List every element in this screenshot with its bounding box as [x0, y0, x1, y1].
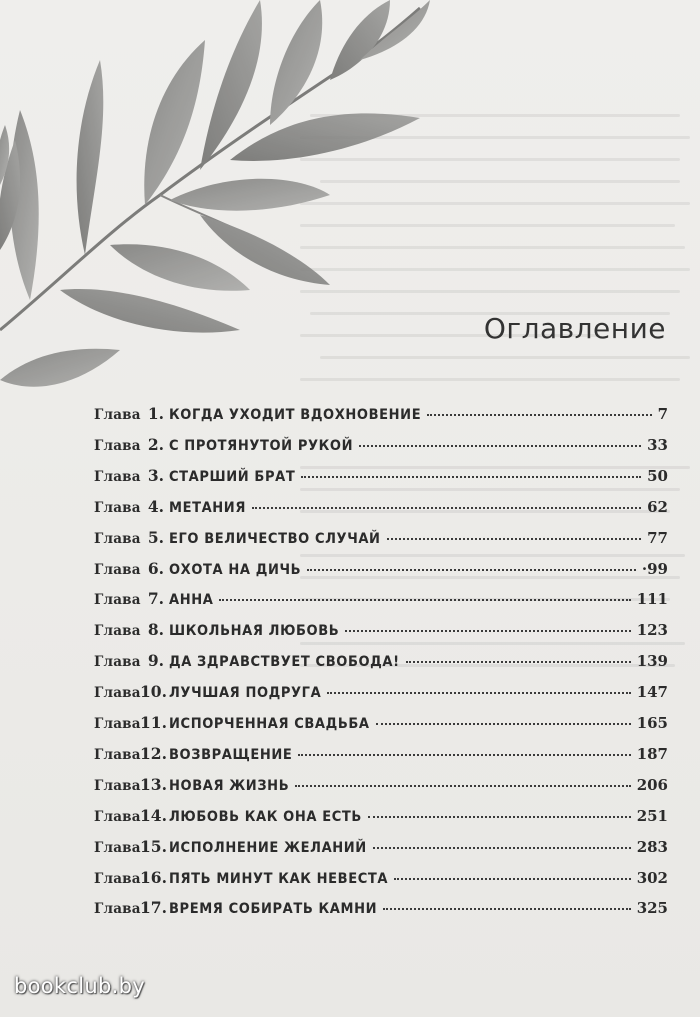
- toc-row: [94, 744, 668, 768]
- dot-leader: [219, 598, 630, 601]
- toc-row: [94, 404, 668, 428]
- watermark: bookclub.by: [14, 974, 145, 998]
- chapter-title: ПЯТЬ МИНУТ КАК НЕВЕСТА: [169, 870, 389, 887]
- chapter-number: 17.: [140, 898, 167, 918]
- toc-row: [94, 682, 668, 706]
- page-number: 7: [657, 405, 668, 423]
- dot-leader: [345, 629, 630, 632]
- chapter-number: 3.: [147, 465, 164, 485]
- leaf-branch-icon: [0, 0, 440, 410]
- chapter-number: 15.: [140, 836, 167, 856]
- chapter-title: МЕТАНИЯ: [169, 499, 246, 516]
- toc-row: [94, 651, 668, 675]
- chapter-number: 1.: [147, 404, 164, 423]
- page-number: 283: [636, 837, 668, 856]
- page-number: 302: [636, 868, 668, 887]
- dot-leader: [394, 877, 631, 880]
- toc-row: [94, 497, 668, 521]
- dot-leader: [359, 444, 641, 447]
- page-number: 111: [636, 590, 668, 609]
- toc-row: [94, 898, 668, 922]
- chapter-number: 13.: [140, 774, 167, 794]
- chapter-title: ВРЕМЯ СОБИРАТЬ КАМНИ: [169, 901, 378, 918]
- chapter-title: ДА ЗДРАВСТВУЕТ СВОБОДА!: [169, 654, 400, 671]
- chapter-number: 8.: [147, 620, 164, 640]
- chapter-word: Глава: [94, 437, 141, 454]
- chapter-title: ИСПОЛНЕНИЕ ЖЕЛАНИЙ: [169, 839, 367, 856]
- page-number: ·99: [641, 559, 668, 578]
- dot-leader: [295, 784, 630, 787]
- chapter-title: ВОЗВРАЩЕНИЕ: [169, 746, 293, 763]
- chapter-word: Глава: [94, 777, 141, 794]
- chapter-title: С ПРОТЯНУТОЙ РУКОЙ: [169, 437, 354, 454]
- chapter-title: ЕГО ВЕЛИЧЕСТВО СЛУЧАЙ: [169, 530, 381, 547]
- toc-row: [94, 713, 668, 737]
- chapter-title: ЛУЧШАЯ ПОДРУГА: [169, 685, 322, 702]
- toc-row: [94, 466, 668, 490]
- chapter-word: Глава: [94, 592, 141, 609]
- dot-leader: [387, 537, 642, 540]
- chapter-word: Глава: [94, 654, 141, 671]
- page-number: 187: [636, 744, 668, 763]
- chapter-word: Глава: [94, 716, 141, 732]
- dot-leader: [252, 506, 641, 509]
- chapter-title: ЛЮБОВЬ КАК ОНА ЕСТЬ: [169, 808, 362, 825]
- chapter-number: 10.: [140, 682, 167, 702]
- dot-leader: [298, 753, 630, 756]
- toc-row: [94, 806, 668, 830]
- chapter-word: Глава: [94, 530, 141, 547]
- chapter-word: Глава: [94, 623, 141, 640]
- chapter-number: 14.: [140, 805, 167, 825]
- dot-leader: [301, 475, 641, 478]
- dot-leader: [373, 846, 631, 849]
- toc-row: [94, 528, 668, 552]
- chapter-title: СТАРШИЙ БРАТ: [169, 468, 296, 485]
- chapter-title: АННА: [169, 592, 214, 609]
- toc-row: [94, 837, 668, 861]
- chapter-title: ШКОЛЬНАЯ ЛЮБОВЬ: [169, 623, 340, 640]
- chapter-number: 12.: [140, 743, 167, 763]
- page-number: 139: [636, 652, 668, 671]
- page-number: 165: [636, 714, 668, 732]
- toc-row: [94, 620, 668, 644]
- toc-row: [94, 435, 668, 459]
- dot-leader: [368, 815, 631, 818]
- chapter-word: Глава: [94, 901, 141, 918]
- chapter-number: 2.: [147, 434, 164, 454]
- chapter-number: 6.: [147, 558, 164, 578]
- chapter-word: Глава: [94, 685, 141, 702]
- chapter-number: 4.: [147, 496, 164, 516]
- toc-row: [94, 775, 668, 799]
- dot-leader: [383, 907, 631, 910]
- page-number: 251: [636, 806, 668, 825]
- chapter-word: Глава: [94, 499, 141, 516]
- chapter-number: 11.: [140, 713, 167, 732]
- chapter-title: КОГДА УХОДИТ ВДОХНОВЕНИЕ: [169, 407, 422, 423]
- chapter-title: НОВАЯ ЖИЗНЬ: [169, 777, 290, 794]
- chapter-word: Глава: [94, 746, 141, 763]
- page-number: 206: [636, 775, 668, 794]
- dot-leader: [376, 722, 631, 725]
- page-number: 33: [647, 435, 668, 454]
- toc-row: [94, 559, 668, 583]
- chapter-word: Глава: [94, 407, 141, 423]
- chapter-number: 7.: [147, 589, 164, 609]
- chapter-word: Глава: [94, 468, 141, 485]
- dot-leader: [406, 660, 631, 663]
- dot-leader: [307, 568, 636, 571]
- chapter-word: Глава: [94, 808, 141, 825]
- dot-leader: [427, 413, 651, 416]
- toc-row: [94, 868, 668, 892]
- dot-leader: [327, 691, 630, 694]
- chapter-number: 16.: [140, 867, 167, 887]
- chapter-number: 9.: [147, 651, 164, 671]
- page-title: Оглавление: [483, 312, 666, 345]
- chapter-title: ОХОТА НА ДИЧЬ: [169, 561, 302, 578]
- toc-row: [94, 589, 668, 613]
- chapter-word: Глава: [94, 870, 141, 887]
- page-number: 50: [647, 466, 668, 485]
- page-number: 77: [647, 528, 668, 547]
- chapter-word: Глава: [94, 839, 141, 856]
- chapter-number: 5.: [147, 527, 164, 547]
- chapter-word: Глава: [94, 561, 141, 578]
- page-number: 123: [636, 621, 668, 640]
- page-number: 62: [647, 497, 668, 516]
- page-number: 147: [636, 683, 668, 702]
- page-number: 325: [636, 899, 668, 918]
- chapter-title: ИСПОРЧЕННАЯ СВАДЬБА: [169, 716, 370, 732]
